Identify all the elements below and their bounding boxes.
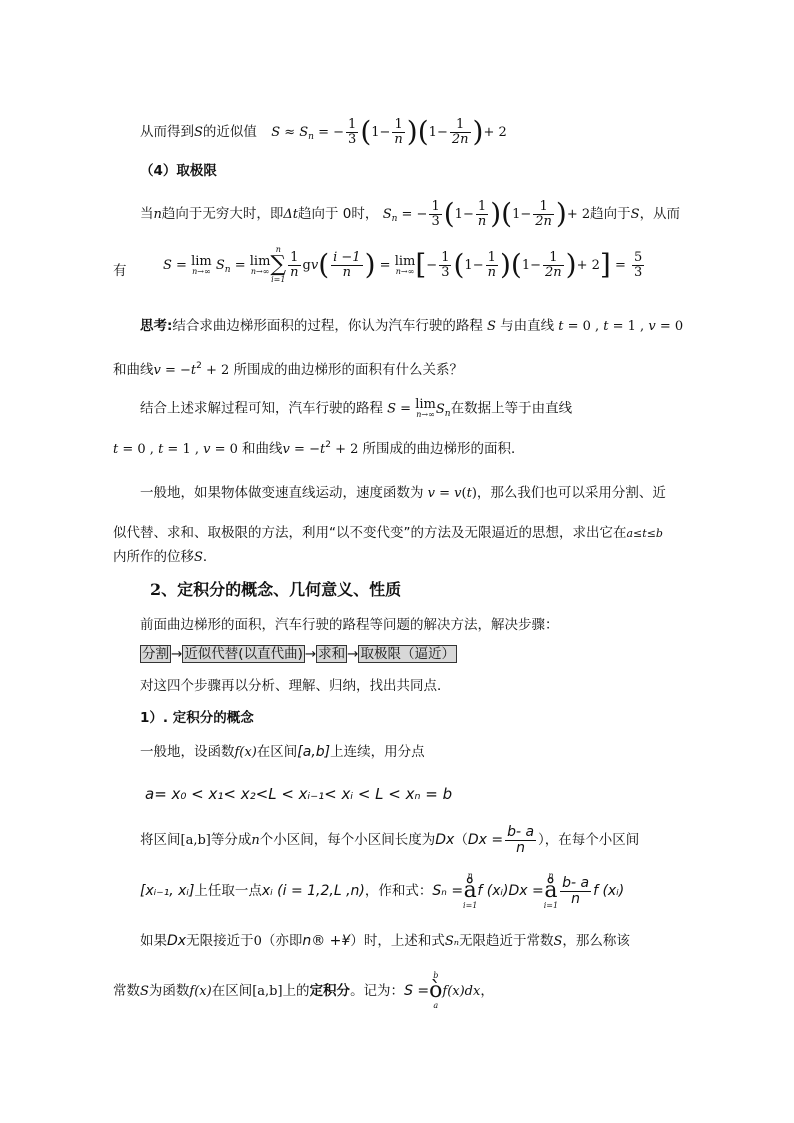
text: 当 bbox=[140, 206, 154, 223]
steps-row: 分割 → 近似代替(以直代曲) → 求和 → 取极限（逼近） bbox=[142, 646, 455, 662]
limit-line: 当n趋向于无穷大时，即Δt趋向于 0时， $S_n$ = − $\frac{1}{3}$ (1− $\frac{1}{n}$ )(1− $\frac{1}{2n}$ )+ 2趋向于S，从而 bbox=[140, 197, 681, 231]
section-2-heading: 2、定积分的概念、几何意义、性质 bbox=[150, 580, 402, 599]
text: 的近似值 bbox=[202, 124, 257, 141]
delta-t: Δt bbox=[283, 207, 298, 223]
xi: xᵢ (i = 1,2,L ,n) bbox=[261, 883, 365, 899]
range: a≤t≤b bbox=[626, 527, 663, 540]
text: ，那么我们也可以采用分割、近 bbox=[476, 485, 666, 501]
sigma: å bbox=[463, 878, 477, 903]
text: 为函数 bbox=[148, 983, 190, 999]
p10 bbox=[140, 825, 639, 855]
text: 如果 bbox=[140, 933, 167, 949]
text: 所围成的曲边梯形的面积有什么关系？ bbox=[233, 362, 463, 378]
text: （亦即 bbox=[261, 933, 303, 949]
frac: $\frac{1}{3}$ bbox=[348, 117, 357, 147]
sn: Sₙ = bbox=[432, 883, 464, 899]
upper: b bbox=[433, 971, 439, 980]
var-s: S bbox=[194, 550, 203, 565]
text: ，从而 bbox=[639, 206, 681, 223]
text: 在区间 bbox=[211, 983, 253, 999]
text: 似代替、求和、取极限的方法，利用“以不变代变”的方法及无限逼近的思想，求出它在 bbox=[113, 525, 627, 541]
paren: ） bbox=[538, 832, 545, 849]
paren: （ bbox=[454, 832, 468, 849]
text: 无限接近于 bbox=[186, 933, 254, 949]
fxi: f (xᵢ) bbox=[593, 883, 625, 899]
den: n bbox=[516, 839, 525, 856]
definite-integral-term: 定积分 bbox=[309, 983, 351, 999]
text: ， bbox=[480, 983, 494, 999]
text: 个小区间，每个小区间长度为 bbox=[259, 832, 436, 849]
num: b- a bbox=[562, 874, 590, 891]
lower: i=1 bbox=[543, 901, 559, 910]
zero: 0 bbox=[253, 934, 262, 949]
text: 上任取一点 bbox=[194, 883, 262, 899]
section-4: （4）取极限 bbox=[140, 163, 217, 179]
think-label: 思考: bbox=[140, 318, 173, 334]
subinterval: [xᵢ₋₁, xᵢ] bbox=[140, 883, 195, 899]
text: 。记为： bbox=[350, 983, 405, 999]
text: 和曲线 bbox=[113, 362, 154, 378]
text: ）时，上述和式 bbox=[350, 933, 445, 949]
integral: ò bbox=[429, 978, 443, 1003]
den: n bbox=[571, 890, 581, 907]
text: 常数 bbox=[113, 983, 140, 999]
interval: [a,b] bbox=[252, 984, 283, 999]
lower: a bbox=[433, 1001, 439, 1010]
p5-line-1: 一般地，如果物体做变速直线运动，速度函数为 v = v(t)，那么我们也可以采用分割、近 bbox=[140, 485, 666, 501]
text: 趋向于 bbox=[590, 206, 631, 223]
approx-line: 从而得到S的近似值 $S \approx S_n$ = − $\frac{1}{3}$ (1− $\frac{1}{n}$ )(1− $\frac{1}{2n}$ )+ 2 bbox=[140, 115, 507, 149]
var-s: S bbox=[194, 125, 203, 141]
partition-seq: a= x₀ < x₁< x₂<L < xᵢ₋₁< xᵢ < L < xₙ = b bbox=[145, 785, 453, 803]
fx: f(x) bbox=[234, 745, 257, 760]
sigma: å bbox=[544, 878, 558, 903]
text: 趋向于无穷大时，即 bbox=[161, 206, 284, 223]
think-line-1: 思考:结合求曲边梯形面积的过程，你认为汽车行驶的路程 S 与由直线 t = 0 , t = 1 , v = 0 bbox=[140, 318, 684, 334]
p8 bbox=[140, 744, 425, 761]
text: 无限趋近于常数 bbox=[459, 933, 554, 949]
think-line-2: 和曲线$v = -t^2 + 2$ 所围成的曲边梯形的面积有什么关系？ bbox=[113, 361, 463, 378]
step-4: 取极限（逼近） bbox=[360, 646, 455, 662]
var-n: n bbox=[251, 833, 260, 849]
p13 bbox=[113, 972, 494, 1010]
p11 bbox=[140, 872, 624, 910]
text: 在数据上等于由直线 bbox=[450, 400, 573, 417]
lower: i=1 bbox=[463, 901, 478, 910]
p5-line-2 bbox=[113, 525, 663, 541]
interval: [a,b] bbox=[180, 833, 211, 849]
formula-sn: $S \approx S_n$ = − bbox=[271, 125, 345, 143]
var-n: n bbox=[153, 207, 162, 223]
text: 结合求曲边梯形面积的过程，你认为汽车行驶的路程 bbox=[172, 318, 483, 334]
s-eq: S = bbox=[404, 983, 430, 999]
var-s: S bbox=[553, 934, 563, 949]
upper: n bbox=[467, 871, 473, 880]
p4-line-1: 结合上述求解过程可知，汽车行驶的路程 S = lim n→∞ $S_n$在数据上等于由直线 bbox=[140, 397, 573, 419]
limit-formula: S = lim n→∞ $S_n$ = lim n→∞ n ∑ i=1 $\frac{1}{n}$ gv( $\frac{i -1}{n}$ ) = lim n→∞ [− $\frac{1}{3}$ (1− $\frac{1}{n}$ )(1− $\frac{1}{2n}$ )+ 2] = $\frac{5}{3}$ bbox=[163, 245, 643, 284]
var-s: S bbox=[140, 984, 149, 999]
dx: Dx bbox=[167, 933, 187, 949]
text: ，作和式： bbox=[364, 883, 433, 899]
upper: n bbox=[548, 871, 554, 880]
text: 与由直线 bbox=[500, 318, 555, 334]
text: 所围成的曲边梯形的面积． bbox=[362, 441, 525, 457]
text: ，在每个小区间 bbox=[544, 832, 640, 849]
sn: Sₙ bbox=[444, 934, 460, 949]
text: 和曲线 bbox=[242, 441, 283, 457]
p6: 前面曲边梯形的面积，汽车行驶的路程等问题的解决方法，解决步骤： bbox=[140, 617, 559, 633]
dx-eq: Dx = bbox=[467, 832, 504, 849]
text: 将区间 bbox=[140, 832, 181, 849]
text: 内所作的位移 bbox=[113, 549, 194, 565]
step-1: 分割 bbox=[142, 646, 169, 662]
step-3: 求和 bbox=[318, 646, 346, 662]
n-inf: n® +¥ bbox=[302, 933, 351, 949]
text: 结合上述求解过程可知，汽车行驶的路程 bbox=[140, 400, 383, 417]
text: 从而得到 bbox=[140, 124, 194, 141]
text: 上的 bbox=[282, 983, 310, 999]
fx: f(x) bbox=[189, 984, 212, 999]
sum-term: f (xᵢ)Dx = bbox=[477, 883, 544, 899]
subsection-1: 1）. 定积分的概念 bbox=[140, 710, 254, 726]
you-label: 有 bbox=[113, 263, 127, 279]
text: 一般地，如果物体做变速直线运动，速度函数为 bbox=[140, 485, 424, 501]
text: 在区间 bbox=[256, 744, 298, 760]
p7: 对这四个步骤再以分析、理解、归纳，找出共同点． bbox=[140, 678, 451, 694]
text: ，那么称该 bbox=[562, 933, 630, 949]
text: 等分成 bbox=[210, 832, 252, 849]
p12 bbox=[140, 933, 630, 950]
interval: [a,b] bbox=[297, 744, 331, 760]
integrand: f(x)dx bbox=[442, 984, 481, 999]
text: ． bbox=[202, 549, 217, 565]
p5-line-3 bbox=[113, 549, 216, 566]
text: 一般地，设函数 bbox=[140, 744, 235, 760]
step-2: 近似代替(以直代曲) bbox=[184, 646, 303, 662]
text: 上连续，用分点 bbox=[330, 744, 425, 760]
dx: Dx bbox=[435, 832, 455, 849]
p4-line-2: t = 0 , t = 1 , v = 0 和曲线$v = -t^2 + 2$ 所围成的曲边梯形的面积． bbox=[113, 440, 525, 457]
text: 趋向于 0时， bbox=[298, 206, 379, 223]
num: b- a bbox=[507, 824, 535, 840]
